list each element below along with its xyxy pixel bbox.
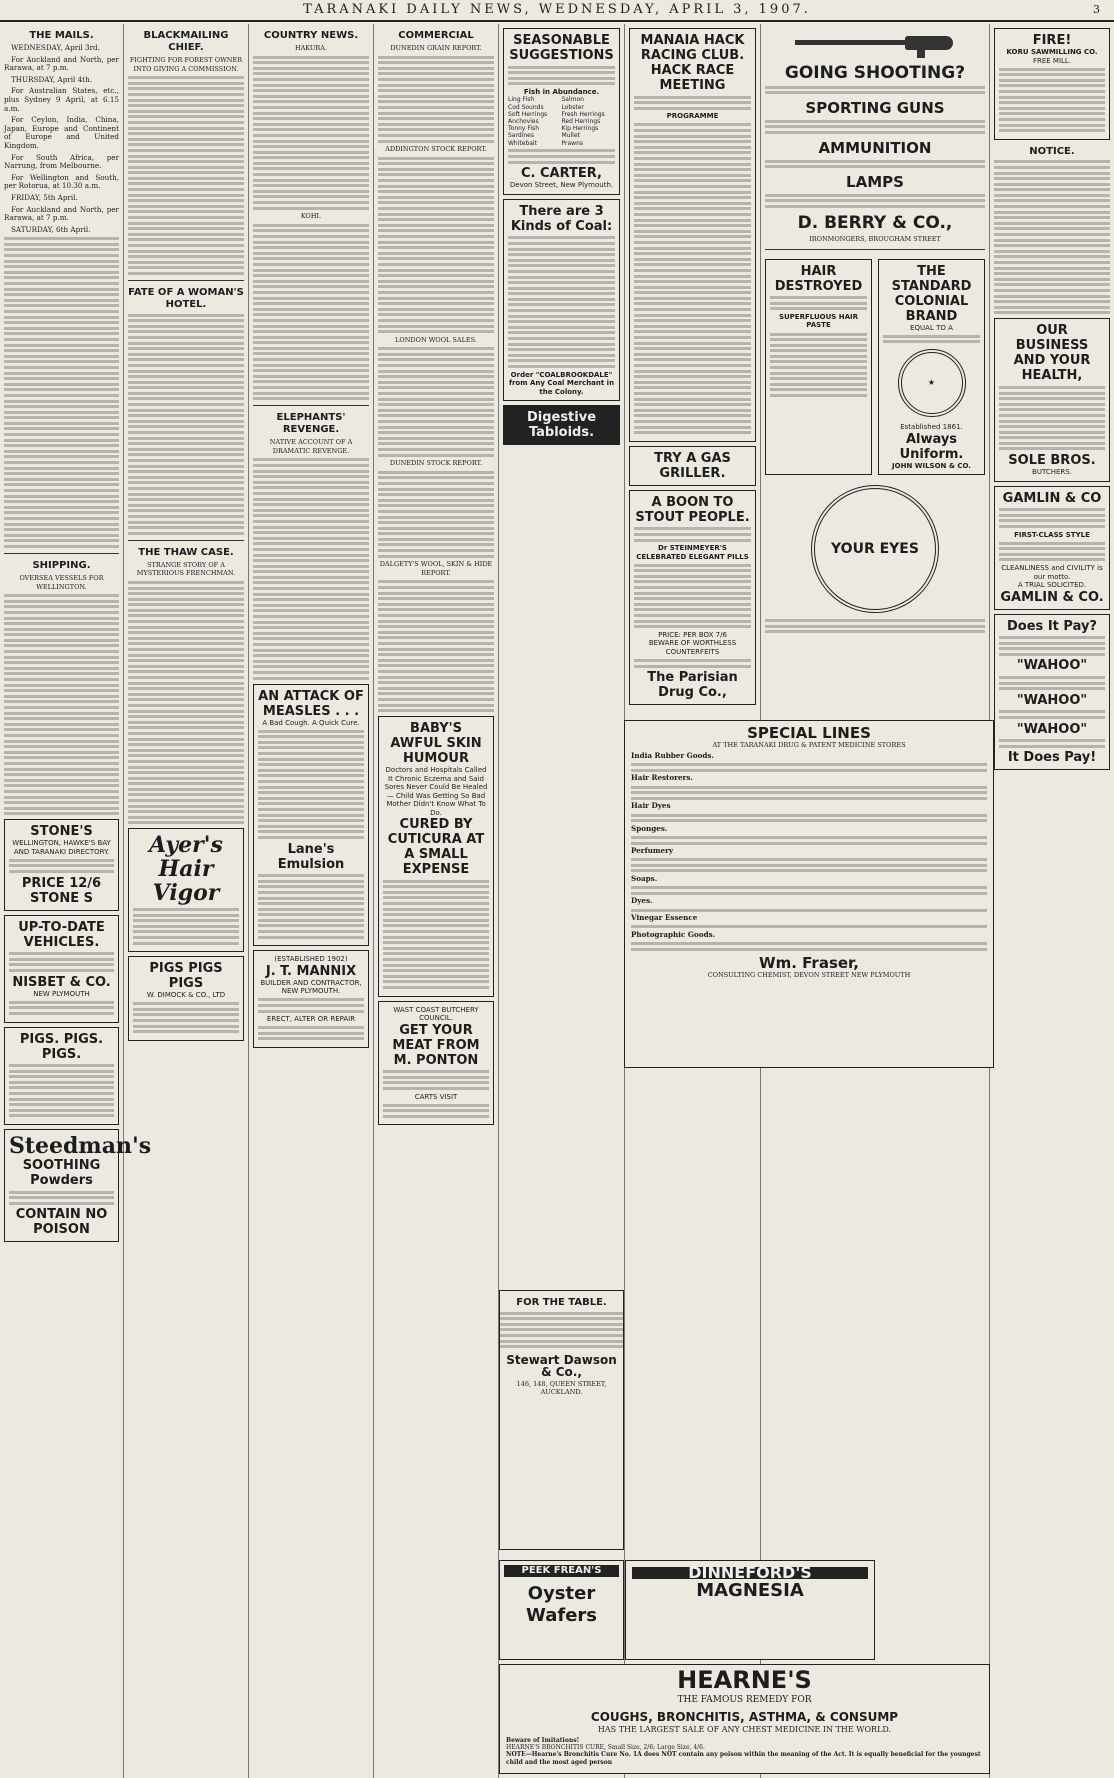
magnesia-name: MAGNESIA [696, 1580, 804, 1601]
carts-title: CARTS VISIT [414, 1092, 458, 1101]
steedman-foot: CONTAIN NO POISON [15, 1207, 108, 1238]
berry-name: D. BERRY & CO., [797, 212, 953, 233]
nisbet-sub: NEW PLYMOUTH [33, 989, 90, 998]
largest-sale: HAS THE LARGEST SALE OF ANY CHEST MEDICINE IN THE WORLD. [597, 1725, 892, 1734]
sole-butchers: BUTCHERS. [1032, 468, 1072, 477]
vehicles-ad [4, 915, 119, 1023]
notice-heading: NOTICE. [1029, 145, 1075, 157]
mannix-name: J. T. MANNIX [265, 963, 357, 979]
fish-item: Kip Herrings [561, 125, 599, 133]
measles-heading: AN ATTACK OF MEASLES . . . [258, 688, 364, 719]
seal-icon: ★ [898, 349, 966, 417]
dyes: Dyes. [631, 896, 653, 906]
stones-sub: WELLINGTON, HAWKE'S BAY AND TARANAKI DIRECTORY. [12, 839, 111, 856]
for-table: FOR THE TABLE. [516, 1297, 607, 1308]
ammunition: AMMUNITION [818, 138, 932, 157]
country-heading: COUNTRY NEWS. [263, 30, 359, 41]
india-rubber: India Rubber Goods. [631, 751, 714, 760]
fraser-name: Wm. Fraser, [759, 953, 859, 972]
digestive-title: Digestive Tabloids. [526, 410, 597, 441]
mails-line: For Wellington and South, per Rotorua, at 10.30 a.m. [4, 172, 119, 191]
digestive-ad [503, 405, 620, 445]
meeting-title: HACK RACE MEETING [650, 63, 735, 93]
stones-directory-ad [4, 819, 119, 910]
special-lines-heading: SPECIAL LINES [747, 724, 871, 742]
remedy-line: THE FAMOUS REMEDY FOR [677, 1695, 812, 1705]
dimock-ad [128, 956, 244, 1041]
fish-item: Prawns [561, 139, 583, 147]
table-ad [499, 1290, 624, 1550]
oyster-wafers: Oyster Wafers [526, 1583, 597, 1626]
standard-equal: EQUAL TO A [910, 323, 953, 332]
column-4 [374, 24, 499, 1778]
fish-item: Ling Fish [508, 96, 535, 104]
london-wool-title: LONDON WOOL SALES. [395, 335, 477, 344]
business-heading: OUR BUSINESS AND YOUR HEALTH, [1013, 323, 1091, 384]
mannix-established: (ESTABLISHED 1902) [274, 955, 348, 964]
lamps: LAMPS [846, 173, 904, 192]
measles-ad [253, 684, 369, 947]
fish-item: Red Herrings [561, 118, 601, 126]
steedman-brand: Steedman's [9, 1133, 152, 1160]
wahoo-2: "WAHOO" [1016, 692, 1088, 708]
programme-title: PROGRAMME [666, 112, 719, 121]
cuticura-title: CURED BY CUTICURA AT A SMALL EXPENSE [387, 817, 485, 878]
superfluous: SUPERFLUOUS HAIR PASTE [778, 312, 859, 330]
column-2 [124, 24, 249, 1778]
ayer-product: Hair Vigor [152, 856, 220, 907]
sole-name: SOLE BROS. [1008, 453, 1096, 469]
eyes-heading: YOUR EYES [831, 540, 919, 557]
coal-heading: There are 3 Kinds of Coal: [510, 203, 613, 234]
elephant-heading: ELEPHANTS' REVENGE. [276, 412, 346, 436]
mails-line: THURSDAY, April 4th. [11, 74, 92, 84]
thaw-sub: STRANGE STORY OF A MYSTERIOUS FRENCHMAN. [136, 560, 236, 578]
stones-name: STONE S [30, 890, 93, 906]
dinneford-name: DINNEFORD'S [632, 1567, 868, 1579]
cuticura-ad [378, 716, 494, 996]
mannix-ad [253, 950, 369, 1048]
photographic: Photographic Goods. [631, 930, 716, 939]
seasonable-heading: SEASONABLE SUGGESTIONS [509, 33, 614, 63]
pigs-heading: PIGS. PIGS. PIGS. [19, 1031, 104, 1062]
cleanliness: CLEANLINESS and CIVILITY is our motto. [1001, 564, 1103, 581]
carter-name: C. CARTER, [521, 166, 602, 182]
mails-list [4, 44, 119, 234]
manaia-ad [629, 28, 756, 442]
ponton-name: M. PONTON [393, 1052, 479, 1068]
dalgety-title: DALGETY'S WOOL, SKIN & HIDE REPORT. [379, 560, 493, 577]
wilson-name: JOHN WILSON & CO. [892, 461, 971, 470]
meat-title: GET YOUR MEAT FROM [392, 1022, 480, 1053]
sporting-guns: SPORTING GUNS [805, 99, 945, 118]
nisbet-name: NISBET & CO. [12, 974, 111, 990]
pigs-ad [4, 1027, 119, 1126]
gun-icon [795, 28, 955, 58]
peek-name: PEEK FREAN'S [504, 1565, 619, 1577]
mails-line: For Ceylon, India, China, Japan, Europe and Continent of Europe and United Kingdom. [4, 115, 119, 150]
stewart-name: Stewart Dawson & Co., [506, 1353, 617, 1380]
beware-heading: Beware of Imitations! [506, 1737, 580, 1744]
wahoo-ad [994, 614, 1110, 771]
mails-line: WEDNESDAY, April 3rd. [11, 43, 100, 52]
gas-ad [629, 446, 756, 486]
hearnes-name: HEARNE'S [677, 1666, 812, 1694]
drug-store: AT THE TARANAKI DRUG & PATENT MEDICINE STORES [712, 741, 906, 749]
chief-sub: FIGHTING FOR FOREST OWNER INTO GIVING A COMMISSION. [129, 56, 243, 73]
shipping-heading: SHIPPING. [32, 559, 91, 571]
measles-sub: A Bad Cough. A Quick Cure. [262, 718, 360, 727]
fish-item: Cod Sounds [508, 103, 544, 111]
ayer-ad [128, 828, 244, 952]
commercial-heading: COMMERCIAL [398, 30, 474, 41]
elephant-sub: NATIVE ACCOUNT OF A DRAMATIC REVENGE. [269, 438, 353, 455]
bronchitis-note: NOTE—Hearne's Bronchitis Cure No. 1A does NOT contain any poison within the meaning of the Act. It is equally beneficial for the youngest child and the most aged person [506, 1751, 981, 1766]
dimock-name: W. DIMOCK & CO., LTD [146, 991, 226, 1000]
mails-line: For Auckland and North, per Rarawa, at 7 p.m. [4, 54, 119, 73]
baby-sub: Doctors and Hospitals Called It Chronic Eczema and Said Sores Never Could Be Healed — Child Was Getting So Bad Mother Didn't Know What To Do. [384, 766, 488, 817]
parisian-name: The Parisian Drug Co., [647, 670, 738, 701]
does-it-pay: Does It Pay? [1007, 618, 1097, 634]
butchery-title: WAST COAST BUTCHERY COUNCIL. [393, 1005, 479, 1023]
country-sub: HAKURA. [294, 44, 328, 52]
boon-heading: A BOON TO STOUT PEOPLE. [635, 494, 750, 525]
hair-restorers: Hair Restorers. [631, 773, 693, 783]
kohi-sub: KOHI. [300, 212, 322, 221]
gamlin-ad [994, 486, 1110, 610]
chief-heading: BLACKMAILING CHIEF. [143, 30, 229, 53]
sole-bros-ad [994, 318, 1110, 481]
fish-item: Anchovies [508, 118, 539, 126]
fish-item: Whitebait [508, 139, 537, 147]
masthead [0, 0, 1114, 22]
fish-list [508, 96, 615, 146]
hearnes-ad [499, 1664, 990, 1774]
fish-item: Fresh Herrings [561, 110, 605, 118]
eye-icon [811, 485, 939, 613]
mannix-erect: ERECT, ALTER OR REPAIR [266, 1015, 356, 1024]
fish-item: Mullet [561, 132, 580, 140]
lane-emulsion: Lane's Emulsion [277, 841, 345, 872]
gamlin-foot: GAMLIN & CO. [1000, 589, 1104, 605]
hair-heading: HAIR DESTROYED [774, 263, 863, 294]
dinneford-ad [625, 1560, 875, 1660]
stones-price: PRICE 12/6 [21, 875, 102, 891]
established-year: Established 1861. [900, 423, 963, 432]
fish-heading: Fish in Abundance. [523, 87, 600, 96]
hair-ad [765, 259, 872, 476]
stewart-sub: 146, 148, QUEEN STREET, AUCKLAND. [516, 1380, 607, 1397]
peek-frean-ad [499, 1560, 624, 1660]
perfumery: Perfumery [631, 846, 674, 856]
hotel-heading: FATE OF A WOMAN'S HOTEL. [128, 286, 244, 310]
mannix-sub: BUILDER AND CONTRACTOR, NEW PLYMOUTH. [260, 978, 362, 996]
fish-item: Lobster [561, 103, 584, 111]
ayer-brand: Ayer's [149, 832, 223, 859]
free-mill: FREE MILL. [1032, 56, 1072, 65]
stones-heading: STONE'S [30, 824, 93, 840]
berry-sub: IRONMONGERS, BROUGHAM STREET [809, 234, 941, 243]
standard-heading: THE STANDARD COLONIAL BRAND [891, 263, 972, 324]
shooting-heading: GOING SHOOTING? [784, 63, 966, 83]
fish-item: Soft Herrings [508, 110, 548, 118]
vinegar: Vinegar Essence [631, 913, 698, 923]
column-1 [0, 24, 152, 1778]
mails-line: SATURDAY, 6th April. [11, 224, 91, 234]
standard-brand-ad [878, 259, 985, 476]
sawmill-name: KORU SAWMILLING CO. [1006, 48, 1098, 56]
steinmeyer-title: Dr STEINMEYER'S CELEBRATED ELEGANT PILLS [636, 544, 749, 561]
mails-line: For Australian States, etc., plus Sydney 9 April, at 6.15 a.m. [4, 86, 119, 113]
ponton-ad [378, 1001, 494, 1126]
hair-dyes: Hair Dyes [631, 801, 671, 811]
masthead-title: TARANAKI DAILY NEWS, WEDNESDAY, APRIL 3, 1907. [303, 2, 811, 17]
shipping-sub: OVERSEA VESSELS FOR WELLINGTON. [19, 573, 104, 591]
column-3 [249, 24, 374, 1778]
steinmeyer-price: PRICE: PER BOX 7/6 [658, 630, 727, 639]
soaps: Soaps. [631, 874, 658, 884]
carter-ad [503, 28, 620, 195]
page-number: 3 [1093, 3, 1100, 16]
fraser-sub: CONSULTING CHEMIST, DEVON STREET NEW PLYMOUTH [707, 970, 911, 979]
sponges: Sponges. [631, 823, 668, 833]
steedman-ad [4, 1129, 152, 1242]
fire-ad [994, 28, 1110, 140]
fish-item: Salmon [561, 96, 584, 104]
coal-ad [503, 199, 620, 401]
trial: A TRIAL SOLICITED. [1017, 581, 1087, 589]
thaw-heading: THE THAW CASE. [138, 546, 234, 558]
fish-item: Sardines [508, 132, 534, 140]
addington-title: ADDINGTON STOCK REPORT. [385, 145, 487, 154]
grain-report-title: DUNEDIN GRAIN REPORT. [390, 44, 482, 52]
eyes-and-special-lines [624, 720, 994, 1068]
steedman-product: SOOTHING Powders [22, 1158, 101, 1189]
first-class: FIRST-CLASS STYLE [1014, 530, 1090, 539]
always-uniform: Always Uniform. [899, 431, 964, 462]
steinmeyer-beware: BEWARE OF WORTHLESS COUNTERFEITS [648, 639, 737, 656]
vehicles-heading: UP-TO-DATE VEHICLES. [18, 919, 105, 950]
it-does-pay: It Does Pay! [1007, 750, 1097, 766]
club-heading: MANAIA HACK RACING CLUB. [640, 33, 745, 63]
mails-line: For Auckland and North, per Rarawa, at 7 p.m. [4, 204, 119, 223]
bronchitis-price: HEARNE'S BRONCHITIS CURE, Small Size, 2/6; Large Size, 4/6. [506, 1744, 705, 1752]
wahoo-3: "WAHOO" [1016, 721, 1088, 737]
mails-line: FRIDAY, 5th April. [11, 192, 78, 202]
fire-heading: FIRE! [1032, 33, 1072, 48]
wahoo-1: "WAHOO" [1016, 658, 1088, 674]
baby-heading: BABY'S AWFUL SKIN HUMOUR [390, 721, 482, 767]
fish-item: Tonny Fish [508, 125, 539, 133]
gas-title: TRY A GAS GRILLER. [654, 450, 731, 481]
dunedin-stock-title: DUNEDIN STOCK REPORT. [389, 459, 483, 468]
mails-line: For South Africa, per Narrung, from Melbourne. [4, 152, 119, 171]
gamlin-name: GAMLIN & CO [1002, 490, 1102, 506]
coal-order: Order "COALBROOKDALE" from Any Coal Merchant in the Colony. [508, 370, 615, 396]
column-8 [990, 24, 1114, 1778]
coughs-line: COUGHS, BRONCHITIS, ASTHMA, & CONSUMP [590, 1710, 899, 1724]
mails-heading: THE MAILS. [29, 30, 94, 41]
dimock-pigs: PIGS PIGS PIGS [149, 961, 223, 992]
carter-sub: Devon Street, New Plymouth. [509, 181, 614, 190]
steinmeyer-ad [629, 490, 756, 705]
